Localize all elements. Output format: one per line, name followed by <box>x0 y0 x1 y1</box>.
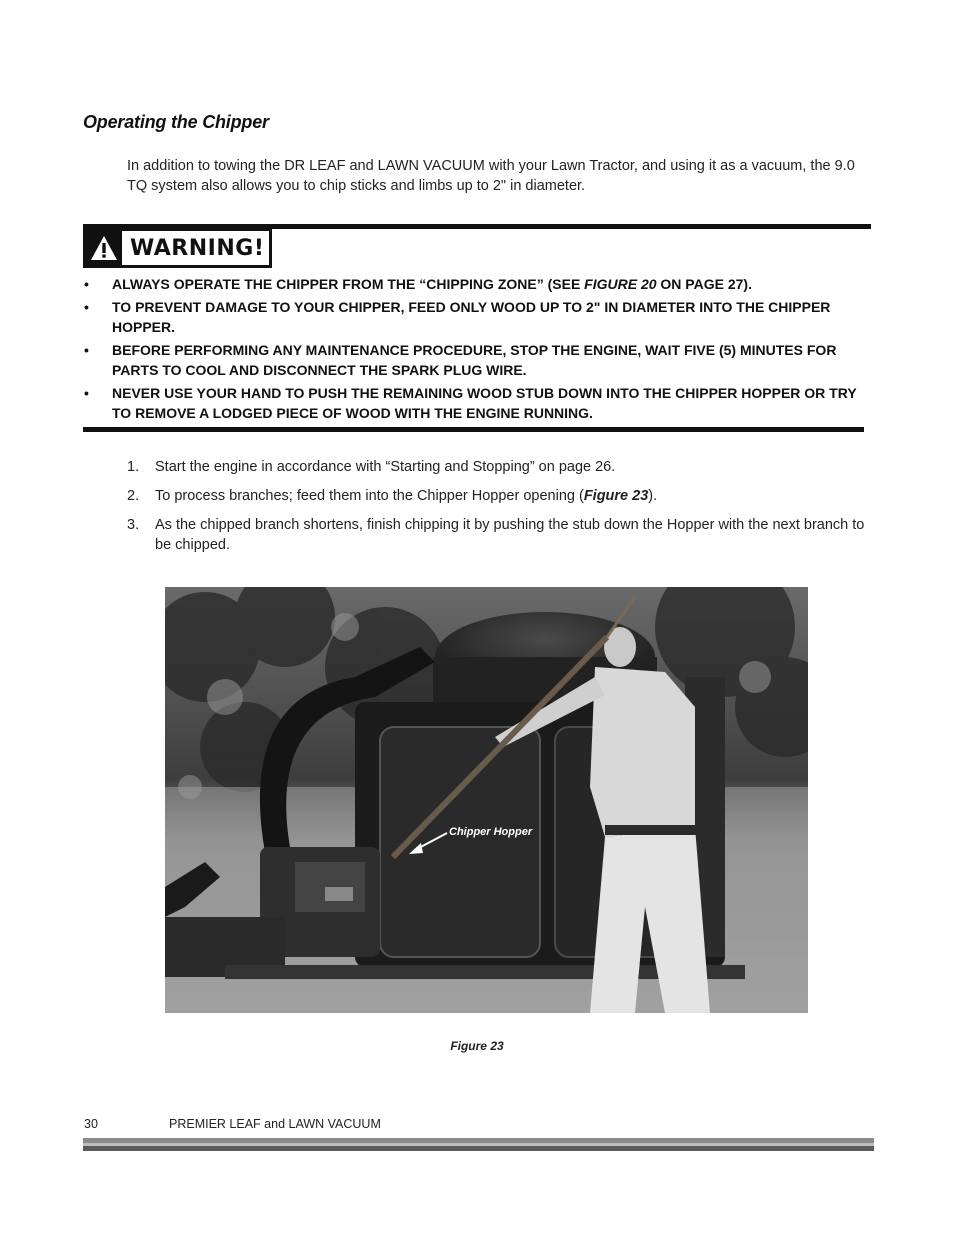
footer-rule <box>83 1138 874 1151</box>
figure-caption: Figure 23 <box>450 1039 504 1053</box>
step-item: 3. As the chipped branch shortens, finish chipping it by pushing the stub down the Hopper with the next branch to be chipped. <box>127 517 865 553</box>
warning-bottom-rule <box>83 427 864 432</box>
warning-triangle-icon <box>86 231 122 265</box>
warning-item: • TO PREVENT DAMAGE TO YOUR CHIPPER, FEED ONLY WOOD UP TO 2" IN DIAMETER INTO THE CHIPPER HOPPER. <box>84 299 831 335</box>
step-item: 2. To process branches; feed them into the Chipper Hopper opening (Figure 23). <box>127 488 658 504</box>
warning-list <box>83 274 863 426</box>
steps-list <box>127 457 867 564</box>
step-item: 1. Start the engine in accordance with “Starting and Stopping” on page 26. <box>127 459 616 475</box>
figure-callout-chipper-hopper: Chipper Hopper <box>449 826 533 838</box>
warning-item: • ALWAYS OPERATE THE CHIPPER FROM THE “CHIPPING ZONE” (SEE FIGURE 20 ON PAGE 27). <box>84 276 752 292</box>
warning-item: • BEFORE PERFORMING ANY MAINTENANCE PROCEDURE, STOP THE ENGINE, WAIT FIVE (5) MINUTES FOR PARTS TO COOL AND DISCONNECT THE SPARK PLUG WIRE. <box>84 342 837 378</box>
page-number: 30 <box>84 1117 98 1131</box>
footer-title: PREMIER LEAF and LAWN VACUUM <box>169 1117 381 1131</box>
warning-label: WARNING! <box>130 235 265 261</box>
warning-badge <box>83 228 272 268</box>
intro-paragraph: In addition to towing the DR LEAF and LAWN VACUUM with your Lawn Tractor, and using it as a vacuum, the 9.0 TQ system also allows you to chip sticks and limbs up to 2" in diameter. <box>127 158 855 194</box>
warning-item: • NEVER USE YOUR HAND TO PUSH THE REMAINING WOOD STUB DOWN INTO THE CHIPPER HOPPER OR TRY TO REMOVE A LODGED PIECE OF WOOD WITH THE ENGINE RUNNING. <box>84 385 857 421</box>
section-title: Operating the Chipper <box>83 112 269 132</box>
figure-photo <box>165 587 808 1013</box>
